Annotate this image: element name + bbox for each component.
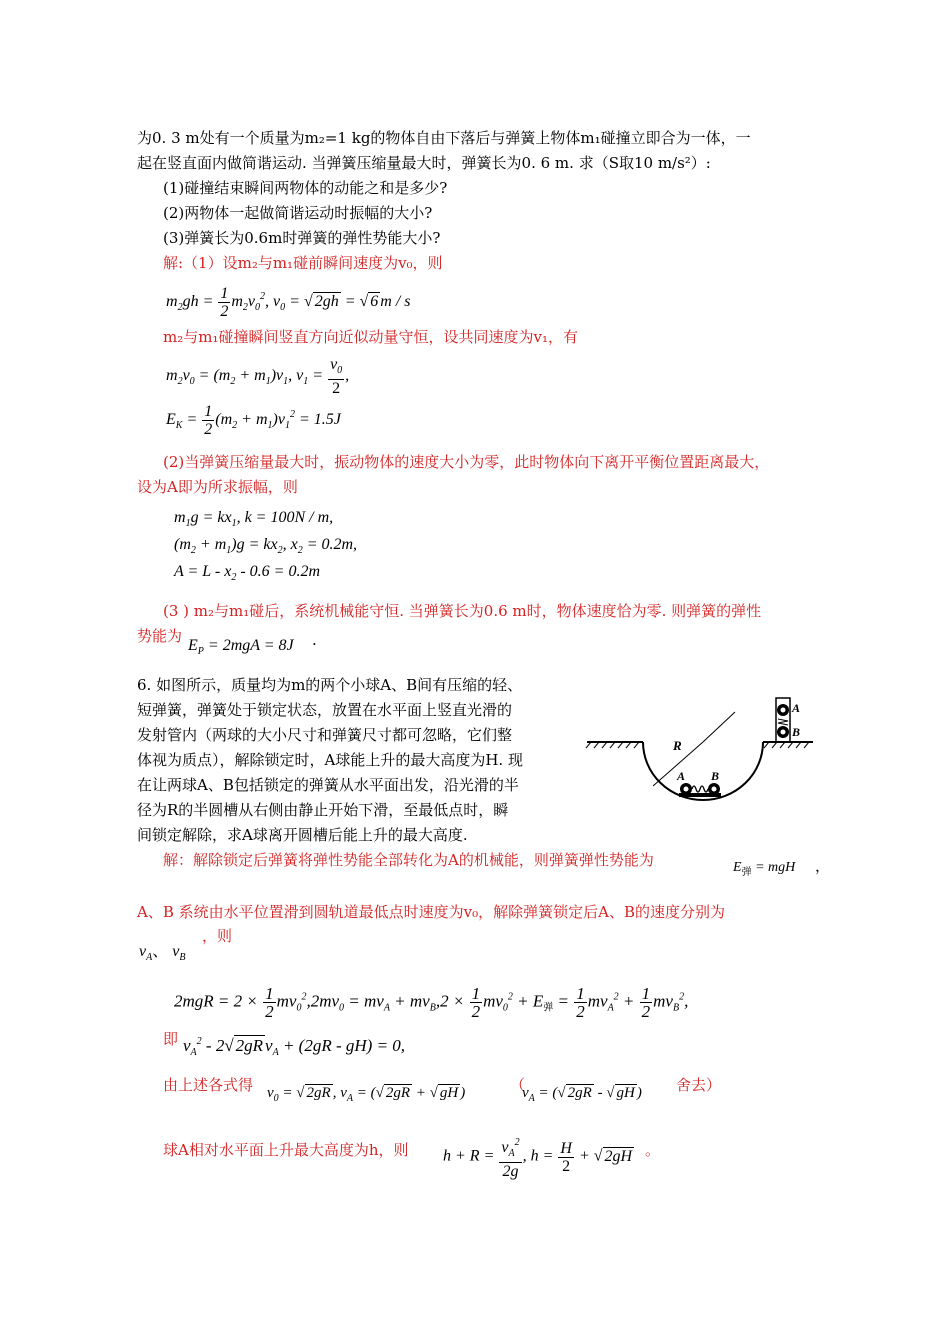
equation: $E_K$ = $\frac{1}{2}$ $(m_2 + m_1)v_1^2 = 1.5J$ — [166, 403, 341, 438]
punctuation: 。 — [645, 1141, 661, 1159]
solution-step-text: 由上述各式得 — [163, 1076, 254, 1094]
question-1: (1)碰撞结束瞬间两物体的动能之和是多少? — [163, 179, 448, 197]
problem-text-line: 起在竖直面内做简谐运动. 当弹簧压缩量最大时，弹簧长为0. 6 m. 求（S取10 m/s²）: — [137, 154, 711, 172]
solution-step-text: 即 — [163, 1030, 179, 1048]
label-r: R — [673, 738, 682, 753]
equation: $v_A$ = (√ 2gR - √ gH ) — [522, 1085, 642, 1104]
solution-step-text: 解:（1）设m₂与m₁碰前瞬间速度为v₀，则 — [163, 254, 443, 272]
solution-step-text: m₂与m₁碰撞瞬间竖直方向近似动量守恒，设共同速度为v₁，有 — [163, 328, 578, 346]
equation: $E_弹$ = mgH — [733, 860, 796, 878]
problem-text-line: 6. 如图所示，质量均为m的两个小球A、B间有压缩的轻、 — [137, 676, 523, 694]
equation: $A = L - x_2 - 0.6 = 0.2m$ — [174, 563, 321, 583]
solution-step-text: 解：解除锁定后弹簧将弹性势能全部转化为A的机械能，则弹簧弹性势能为 — [163, 851, 654, 869]
equation: 2mgR = 2 × $\frac{1}{2}$ $mv_0^2,2mv_0 = mv_A + mv_B,2$ × $\frac{1}{2}$ $mv_0^2 + E_弹$ = $\frac{1}{2}$ $mv_A^2$ + $\frac{1}{2}$ $mv_B^2$, — [174, 984, 689, 1021]
problem-text-line: 发射管内（两球的大小尺寸和弹簧尺寸都可忽略，它们整 — [137, 726, 513, 744]
solution-step-text: 舍去） — [676, 1076, 722, 1094]
equation: $v_A^2 - 2√$ 2gR $v_A + (2gR - gH) = 0$, — [183, 1036, 406, 1058]
equation: $v_0$ = √ 2gR , $v_A$ = (√ 2gR + √ gH ) — [267, 1085, 466, 1104]
label-b-top: B — [792, 725, 801, 739]
equation: $E_P = 2mgA = 8J$ — [188, 637, 294, 657]
solution-step-text: 势能为 — [137, 627, 183, 645]
equation: $v_A$、 $v_B$ — [139, 943, 186, 963]
problem-text-line: 体视为质点），解除锁定时，A球能上升的最大高度为H. 现 — [137, 751, 523, 769]
label-a-top: A — [792, 701, 801, 715]
equation: h + R = $\frac{v_A^2}{2g}$ , h = $\frac{H}{2}$ + √ 2gH — [443, 1134, 634, 1180]
problem-text-line: 径为R的半圆槽从右侧由静止开始下滑，至最低点时，瞬 — [137, 801, 509, 819]
solution-step-text: (3 ) m₂与m₁碰后，系统机械能守恒. 当弹簧长为0.6 m时，物体速度恰为零. 则弹簧的弹性 — [163, 602, 762, 620]
problem-text-line: 在让两球A、B包括锁定的弹簧从水平面出发，沿光滑的半 — [137, 776, 519, 794]
problem-text-line: 短弹簧，弹簧处于锁定状态，放置在水平面上竖直光滑的 — [137, 701, 513, 719]
question-2: (2)两物体一起做简谐运动时振幅的大小? — [163, 204, 433, 222]
punctuation: . — [312, 631, 317, 649]
solution-step-text: 设为A即为所求振幅，则 — [137, 478, 298, 496]
label-a-bottom: A — [677, 769, 686, 783]
label-b-bottom: B — [711, 769, 720, 783]
equation: $m_2v_0 = (m_2 + m_1)v_1$, $v_1$ = $\frac{v_0}{2}$ , — [166, 356, 350, 397]
equation: $(m_2 + m_1)g = kx_2$, $x_2 = 0.2m$, — [174, 536, 358, 556]
solution-step-text: A、B 系统由水平位置滑到圆轨道最低点时速度为v₀，解除弹簧锁定后A、B的速度分别为 — [137, 903, 725, 921]
half-pipe-figure — [585, 690, 815, 805]
punctuation: （ — [510, 1076, 526, 1094]
equation: $m_1g = kx_1$, k = 100N / m, — [174, 509, 334, 529]
question-3: (3)弹簧长为0.6m时弹簧的弹性势能大小? — [163, 229, 441, 247]
solution-step-text: (2)当弹簧压缩量最大时，振动物体的速度大小为零，此时物体向下离开平衡位置距离最大， — [163, 453, 770, 471]
problem-text-line: 间锁定解除，求A球离开圆槽后能上升的最大高度. — [137, 826, 468, 844]
solution-step-text: 球A相对水平面上升最大高度为h，则 — [163, 1141, 409, 1159]
equation: $m_2gh$ = $\frac{1}{2}$ $m_2v_0^2$, $v_0$ = √ 2gh = √ 6 m / s — [166, 285, 411, 320]
problem-text-line: 为0. 3 m处有一个质量为m₂=1 kg的物体自由下落后与弹簧上物体m₁碰撞立即合为一体，一 — [137, 129, 751, 147]
punctuation: ， — [815, 857, 831, 875]
solution-step-text: ，则 — [202, 927, 233, 945]
